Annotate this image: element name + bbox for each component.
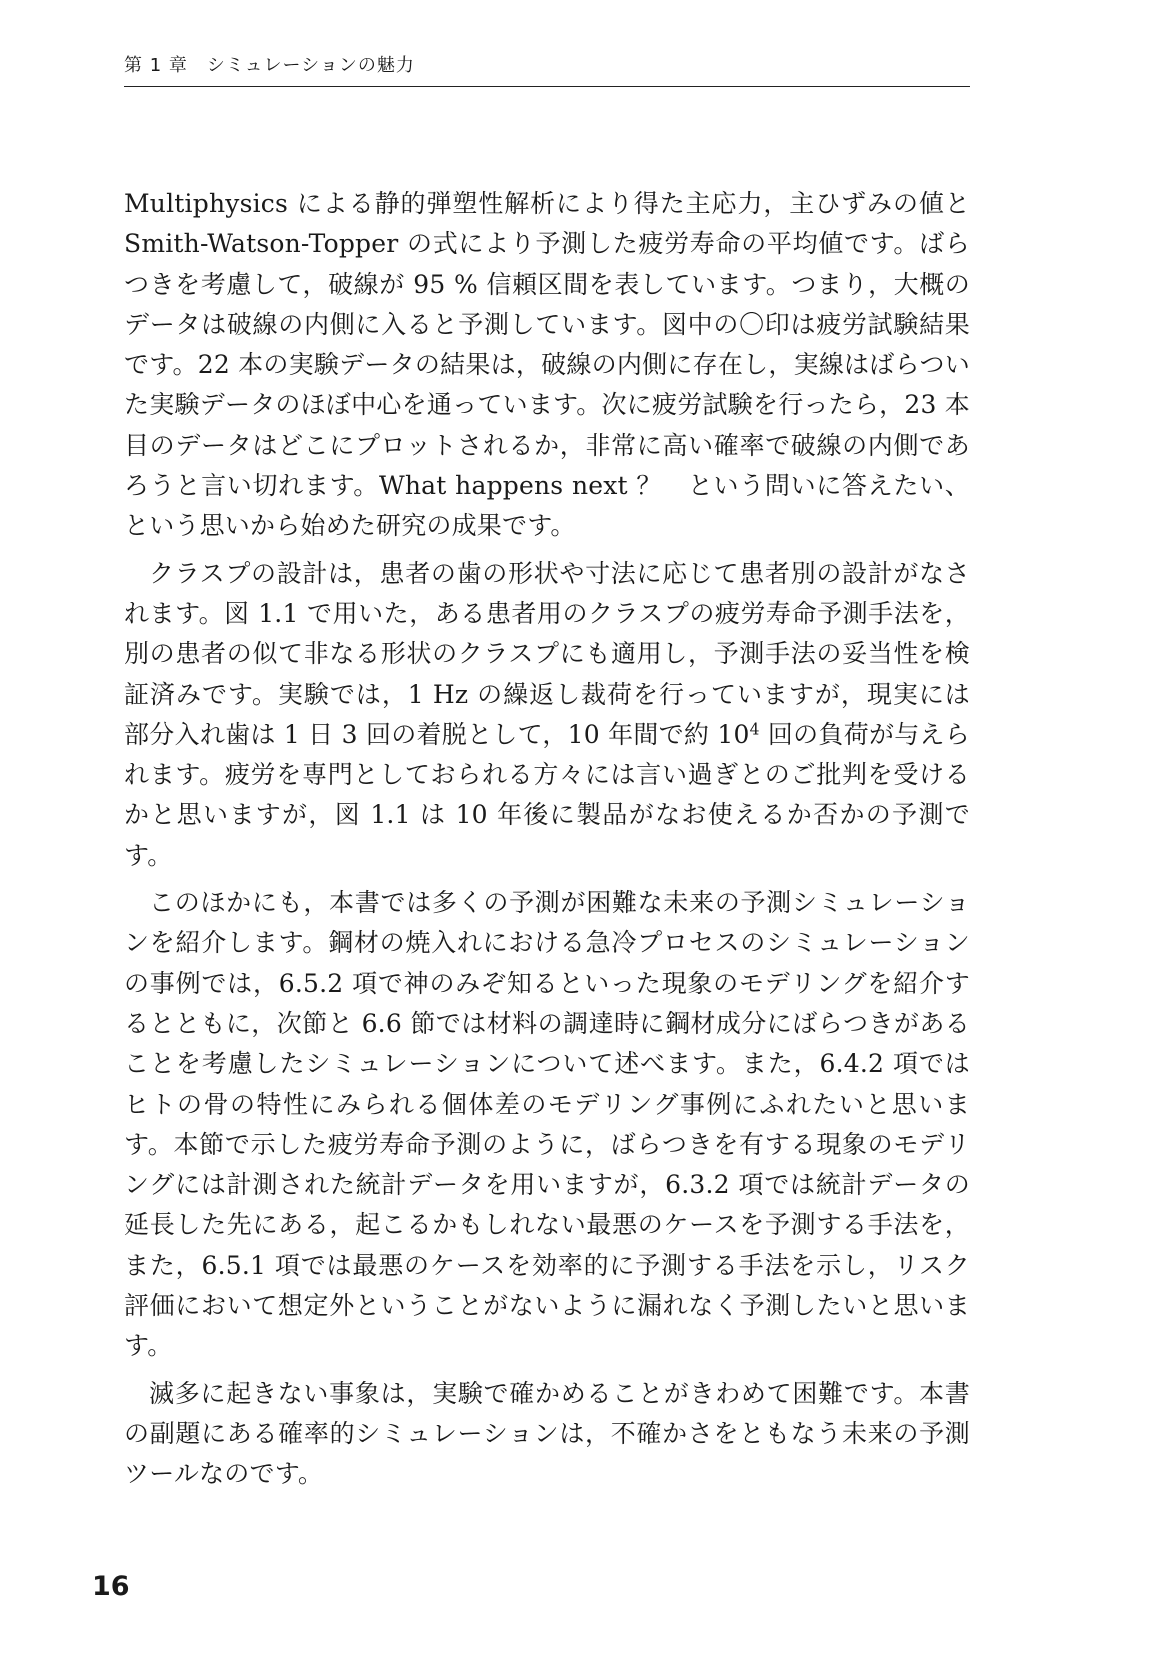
chapter-title: 第 1 章 シミュレーションの魅力 — [124, 55, 415, 76]
exponent: 4 — [749, 720, 760, 739]
paragraph-2-part-2: 回の負荷が与えられます。疲労を専門としておられる方々には言い過ぎとのご批判を受けるかと思いますが，図 1.1 は 10 年後に製品がなお使えるか否かの予測です。 — [124, 719, 970, 870]
body-text — [124, 184, 970, 1495]
paragraph-2-part-1: クラスプの設計は，患者の歯の形状や寸法に応じて患者別の設計がなされます。図 1.1 で用いた，ある患者用のクラスプの疲労寿命予測手法を，別の患者の似て非なる形状のクラスプにも適用し，予測手法の妥当性を検証済みです。実験では，1 Hz の繰返し裁荷を行っていますが，現実には部分入れ歯は 1 日 3 回の着脱として，10 年間で約 10 — [124, 558, 970, 749]
page-number: 16 — [92, 1571, 130, 1602]
running-head — [124, 56, 970, 87]
paragraph-2 — [124, 554, 970, 876]
paragraph-4: 滅多に起きない事象は，実験で確かめることがきわめて困難です。本書の副題にある確率的シミュレーションは，不確かさをともなう未来の予測ツールなのです。 — [124, 1378, 970, 1489]
paragraph-1: Multiphysics による静的弾塑性解析により得た主応力，主ひずみの値と Smith-Watson-Topper の式により予測した疲労寿命の平均値です。ばらつきを考慮して，破線が 95 % 信頼区間を表しています。つまり，大概のデータは破線の内側に入ると予測しています。図中の〇印は疲労試験結果です。22 本の実験データの結果は，破線の内側に存在し，実線はばらついた実験データのほぼ中心を通っています。次に疲労試験を行ったら，23 本目のデータはどこにプロットされるか，非常に高い確率で破線の内側であろうと言い切れます。What happens next ？ という問いに答えたい、という思いから始めた研究の成果です。 — [124, 189, 970, 541]
paragraph-3: このほかにも，本書では多くの予測が困難な未来の予測シミュレーションを紹介します。鋼材の焼入れにおける急冷プロセスのシミュレーションの事例では，6.5.2 項で神のみぞ知るといった現象のモデリングを紹介するとともに，次節と 6.6 節では材料の調達時に鋼材成分にばらつきがあることを考慮したシミュレーションについて述べます。また，6.4.2 項ではヒトの骨の特性にみられる個体差のモデリング事例にふれたいと思います。本節で示した疲労寿命予測のように，ばらつきを有する現象のモデリングには計測された統計データを用いますが，6.3.2 項では統計データの延長した先にある，起こるかもしれない最悪のケースを予測する手法を，また，6.5.1 項では最悪のケースを効率的に予測する手法を示し，リスク評価において想定外ということがないように漏れなく予測したいと思います。 — [124, 888, 970, 1361]
